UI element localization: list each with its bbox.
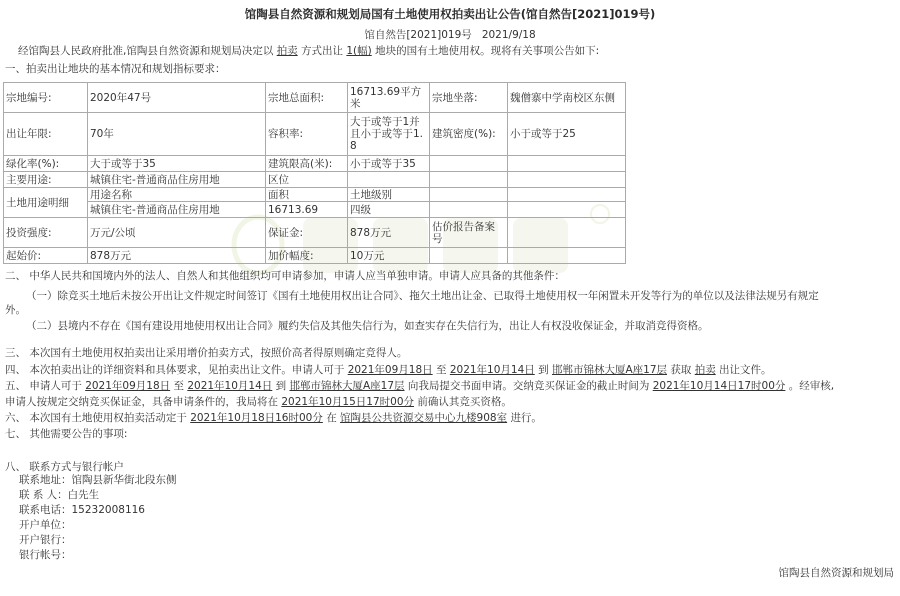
- table-cell: [508, 218, 626, 248]
- s4-place: 邯郸市锦林大厦A座17层: [551, 364, 668, 376]
- table-cell: 土地用途明细: [4, 188, 88, 218]
- intro-count: 1(幅): [346, 45, 372, 57]
- table-cell: [508, 188, 626, 202]
- table-cell: 加价幅度:: [266, 248, 348, 264]
- intro-text-2: 方式出让: [301, 45, 344, 57]
- section-5-line-2: [5, 396, 512, 409]
- table-row: [4, 156, 626, 172]
- bank-name: 开户银行：: [19, 534, 72, 546]
- s5-end-date: 2021年10月14日: [187, 380, 273, 392]
- table-cell: 面积: [266, 188, 348, 202]
- table-cell: 大于或等于1并且小于或等于1.8: [348, 113, 430, 156]
- table-cell: [348, 172, 430, 188]
- document-number-line: [0, 29, 900, 42]
- s4-method: 拍卖: [694, 364, 716, 376]
- s5-text-line2b: 前确认其竞买资格。: [417, 396, 512, 408]
- table-row: [4, 188, 626, 202]
- s6-text-b: 在: [326, 412, 337, 424]
- table-cell: 城镇住宅-普通商品住房用地: [88, 202, 266, 218]
- table-cell: 估价报告备案号: [430, 218, 508, 248]
- table-cell: 2020年47号: [88, 83, 266, 113]
- table-cell: 宗地总面积:: [266, 83, 348, 113]
- s4-text-c: 到: [538, 364, 549, 376]
- table-row: [4, 113, 626, 156]
- s5-text-c: 到: [275, 380, 287, 392]
- contact-phone: 联系电话：15232008116: [19, 504, 145, 516]
- table-cell: 建筑限高(米):: [266, 156, 348, 172]
- s5-text-d: 向我局提交书面申请。交纳竞买保证金的截止时间为: [407, 380, 650, 392]
- table-cell: 16713.69: [266, 202, 348, 218]
- table-row: [4, 172, 626, 188]
- table-cell: 用途名称: [88, 188, 266, 202]
- s5-place: 邯郸市锦林大厦A座17层: [289, 380, 405, 392]
- table-cell: 16713.69平方米: [348, 83, 430, 113]
- table-row: [4, 218, 626, 248]
- table-cell: 878万元: [348, 218, 430, 248]
- table-cell: 绿化率(%):: [4, 156, 88, 172]
- table-row: [4, 202, 626, 218]
- page-title: 馆陶县自然资源和规划局国有土地使用权拍卖出让公告(馆自然告[2021]019号): [244, 7, 656, 21]
- table-cell: 主要用途:: [4, 172, 88, 188]
- table-cell: [430, 248, 508, 264]
- table-cell: 四级: [348, 202, 430, 218]
- table-cell: 10万元: [348, 248, 430, 264]
- table-cell: 容积率:: [266, 113, 348, 156]
- s4-text-f: 出让文件。: [719, 364, 772, 376]
- document-number: 馆自然告[2021]019号: [364, 29, 472, 41]
- table-row: [4, 248, 626, 264]
- table-row: [4, 83, 626, 113]
- bank-account: 银行帐号：: [19, 549, 72, 561]
- section-1-heading: 一、拍卖出让地块的基本情况和规划指标要求：: [5, 63, 226, 75]
- s4-text-a: 四、 本次拍卖出让的详细资料和具体要求，见拍卖出让文件。申请人可于: [5, 364, 345, 376]
- issuer-signature: 馆陶县自然资源和规划局: [778, 567, 894, 579]
- s5-start-date: 2021年09月18日: [85, 380, 171, 392]
- table-cell: [430, 156, 508, 172]
- s6-text-a: 六、 本次国有土地使用权拍卖活动定于: [5, 412, 187, 424]
- table-cell: 土地级别: [348, 188, 430, 202]
- table-cell: 投资强度:: [4, 218, 88, 248]
- table-cell: 878万元: [88, 248, 266, 264]
- s6-text-c: 进行。: [510, 412, 542, 424]
- intro-text-1: 经馆陶县人民政府批准,馆陶县自然资源和规划局决定以: [18, 45, 274, 57]
- section-2b-text: （二）县境内不存在《国有建设用地使用权出让合同》履约失信及其他失信行为，如查实存在失信行为，出让人有权没收保证金，并取消竞得资格。: [26, 320, 709, 332]
- table-cell: [430, 202, 508, 218]
- s6-auction-time: 2021年10月18日16时00分: [190, 412, 323, 424]
- section-6-text: [5, 412, 542, 425]
- table-cell: [508, 248, 626, 264]
- intro-text-3: 地块的国有土地使用权。现将有关事项公告如下:: [375, 45, 600, 57]
- table-cell: 魏僧寨中学南校区东侧: [508, 83, 626, 113]
- s5-text-b: 至: [173, 380, 184, 392]
- table-cell: 保证金:: [266, 218, 348, 248]
- table-cell: 小于或等于35: [348, 156, 430, 172]
- s4-end-date: 2021年10月14日: [449, 364, 535, 376]
- table-cell: 万元/公顷: [88, 218, 266, 248]
- table-cell: 70年: [88, 113, 266, 156]
- bank-unit: 开户单位：: [19, 519, 72, 531]
- table-cell: 宗地坐落:: [430, 83, 508, 113]
- table-cell: 建筑密度(%):: [430, 113, 508, 156]
- table-cell: 起始价:: [4, 248, 88, 264]
- contact-heading: 八、 联系方式与银行帐户: [5, 461, 124, 473]
- document-date: 2021/9/18: [481, 29, 536, 41]
- s5-deadline: 2021年10月14日17时00分: [652, 380, 786, 392]
- s4-text-b: 至: [435, 364, 447, 376]
- table-cell: [508, 156, 626, 172]
- table-cell: [508, 172, 626, 188]
- table-cell: [430, 172, 508, 188]
- table-cell: 城镇住宅-普通商品住房用地: [88, 172, 266, 188]
- table-cell: 出让年限:: [4, 113, 88, 156]
- s5-text-line2a: 申请人按规定交纳竞买保证金，具备申请条件的，我局将在: [5, 396, 278, 408]
- section-2-text: 二、 中华人民共和国境内外的法人、自然人和其他组织均可申请参加，申请人应当单独申请。申请人应具备的其他条件：: [5, 270, 565, 282]
- section-2a-text: （一）除竞买土地后未按公开出让文件规定时间签订《国有土地使用权出让合同》、拖欠土地出让金、已取得土地使用权一年闲置未开发等行为的单位以及法律法规另有规定: [26, 290, 819, 302]
- s5-text-e: 。经审核,: [788, 380, 835, 392]
- contact-person: 联 系 人：白先生: [19, 489, 100, 501]
- s4-text-d: 获取: [670, 364, 692, 376]
- section-5-text: [5, 380, 834, 393]
- section-4-text: [5, 364, 772, 377]
- s5-confirm-time: 2021年10月15日17时00分: [281, 396, 415, 408]
- table-cell: 区位: [266, 172, 348, 188]
- table-cell: 大于或等于35: [88, 156, 266, 172]
- table-cell: 宗地编号:: [4, 83, 88, 113]
- s4-start-date: 2021年09月18日: [347, 364, 433, 376]
- s6-auction-place: 馆陶县公共资源交易中心九楼908室: [340, 412, 508, 424]
- intro-paragraph: [18, 45, 599, 58]
- intro-method: 拍卖: [276, 45, 298, 57]
- table-cell: [430, 188, 508, 202]
- contact-address: 联系地址：馆陶县新华街北段东侧: [19, 474, 177, 486]
- section-2a-continued: 外。: [5, 304, 26, 316]
- table-cell: [508, 202, 626, 218]
- parcel-info-table: [3, 82, 626, 264]
- section-3-text: 三、 本次国有土地使用权拍卖出让采用增价拍卖方式，按照价高者得原则确定竞得人。: [5, 347, 408, 359]
- section-7-text: 七、 其他需要公告的事项:: [5, 428, 128, 440]
- table-cell: 小于或等于25: [508, 113, 626, 156]
- s5-text-a: 五、 申请人可于: [5, 380, 82, 392]
